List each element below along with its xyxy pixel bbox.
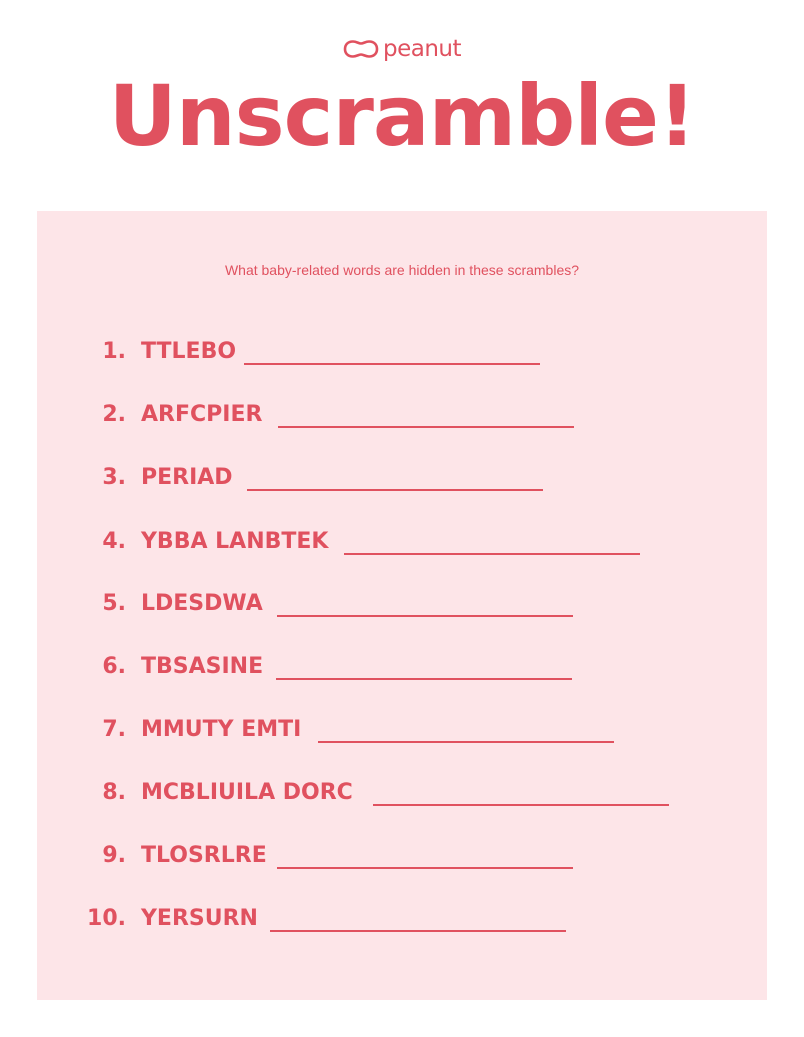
puzzle-item-2	[37, 398, 767, 432]
scrambled-word: MCBLIUILA DORC	[141, 780, 353, 805]
puzzle-item-8	[37, 776, 767, 810]
puzzle-number: 7.	[102, 717, 126, 742]
peanut-logo-icon	[343, 39, 379, 59]
answer-line[interactable]	[344, 553, 640, 555]
scrambled-word: YBBA LANBTEK	[141, 529, 329, 554]
brand-name: peanut	[382, 35, 462, 62]
puzzle-number: 3.	[102, 465, 126, 490]
answer-line[interactable]	[247, 489, 543, 491]
scrambled-word: TBSASINE	[141, 654, 264, 679]
scrambled-word: ARFCPIER	[141, 402, 263, 427]
puzzle-number: 10.	[87, 906, 126, 931]
puzzle-panel	[37, 211, 767, 1000]
puzzle-item-1	[37, 335, 767, 369]
puzzle-item-3	[37, 461, 767, 495]
puzzle-number: 5.	[102, 591, 126, 616]
brand-logo	[0, 32, 804, 66]
answer-line[interactable]	[278, 426, 574, 428]
scrambled-word: TLOSRLRE	[141, 843, 267, 868]
puzzle-item-5	[37, 587, 767, 621]
answer-line[interactable]	[277, 867, 573, 869]
instruction-text: What baby-related words are hidden in these scrambles?	[224, 262, 580, 278]
puzzle-item-9	[37, 839, 767, 873]
puzzle-item-6	[37, 650, 767, 684]
puzzle-item-10	[37, 902, 767, 936]
answer-line[interactable]	[276, 678, 572, 680]
puzzle-number: 6.	[102, 654, 126, 679]
scrambled-word: PERIAD	[141, 465, 233, 490]
puzzle-number: 2.	[102, 402, 126, 427]
scrambled-word: YERSURN	[141, 906, 258, 931]
puzzle-number: 9.	[102, 843, 126, 868]
scrambled-word: MMUTY EMTI	[141, 717, 302, 742]
answer-line[interactable]	[277, 615, 573, 617]
answer-line[interactable]	[318, 741, 614, 743]
puzzle-list	[37, 211, 767, 1000]
answer-line[interactable]	[373, 804, 669, 806]
scrambled-word: TTLEBO	[141, 339, 237, 364]
puzzle-number: 1.	[102, 339, 126, 364]
answer-line[interactable]	[270, 930, 566, 932]
answer-line[interactable]	[244, 363, 540, 365]
puzzle-item-4	[37, 525, 767, 559]
puzzle-number: 4.	[102, 529, 126, 554]
puzzle-number: 8.	[102, 780, 126, 805]
page-title: Unscramble!	[108, 67, 696, 165]
puzzle-item-7	[37, 713, 767, 747]
scrambled-word: LDESDWA	[141, 591, 263, 616]
